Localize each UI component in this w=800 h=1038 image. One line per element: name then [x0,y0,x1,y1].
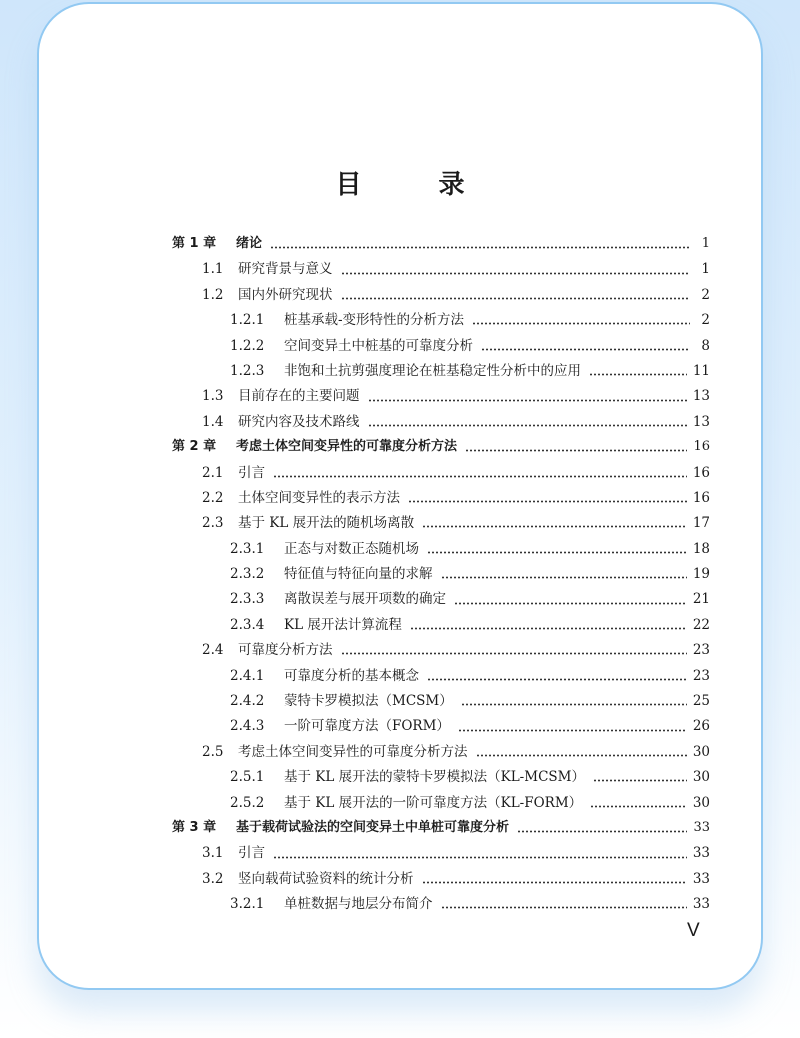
toc-subsection-entry[interactable] [172,765,710,790]
entry-title: 引言 [238,845,265,862]
entry-number: 第 2 章 [172,439,217,455]
entry-number: 3.1 [202,845,224,862]
entry-number: 1.2.2 [230,337,265,354]
entry-number: 第 3 章 [172,819,217,835]
entry-title: 空间变异土中桩基的可靠度分析 [284,337,473,354]
dot-leader [410,627,687,630]
entry-title: 单桩数据与地层分布简介 [284,896,433,913]
table-of-contents [172,232,710,918]
toc-subsection-entry[interactable] [172,791,710,816]
toc-section-entry[interactable] [172,740,710,765]
dot-leader [589,373,687,376]
entry-page-number: 33 [692,870,710,887]
toc-subsection-entry[interactable] [172,714,710,739]
entry-title: 目前存在的主要问题 [238,388,360,405]
toc-subsection-entry[interactable] [172,892,710,917]
entry-title: 考虑土体空间变异性的可靠度分析方法 [238,743,468,760]
toc-section-entry[interactable] [172,486,710,511]
toc-section-entry[interactable] [172,384,710,409]
entry-number: 2.4.2 [230,693,265,710]
entry-page-number: 16 [692,464,710,481]
page-folio: V [687,920,700,941]
entry-page-number: 13 [692,388,710,405]
dot-leader [341,272,691,275]
entry-title: 基于载荷试验法的空间变异土中单桩可靠度分析 [236,819,510,835]
entry-page-number: 30 [692,743,710,760]
toc-subsection-entry[interactable] [172,334,710,359]
entry-number: 3.2.1 [230,896,265,913]
entry-page-number: 23 [692,667,710,684]
dot-leader [517,830,687,833]
entry-number: 2.4.1 [230,667,265,684]
toc-chapter-entry[interactable] [172,232,710,257]
dot-leader [472,322,690,325]
entry-number: 2.5.1 [230,769,265,786]
entry-page-number: 19 [692,566,710,583]
entry-page-number: 16 [692,489,710,506]
entry-title: 基于 KL 展开法的一阶可靠度方法（KL-FORM） [284,794,583,811]
entry-page-number: 17 [692,515,710,532]
entry-page-number: 11 [692,362,710,379]
toc-section-entry[interactable] [172,410,710,435]
entry-number: 2.3.3 [230,591,265,608]
dot-leader [273,475,687,478]
entry-page-number: 25 [692,693,710,710]
toc-subsection-entry[interactable] [172,562,710,587]
entry-page-number: 33 [693,819,710,835]
entry-title: 非饱和土抗剪强度理论在桩基稳定性分析中的应用 [284,362,581,379]
entry-title: 基于 KL 展开法的随机场离散 [238,515,415,532]
toc-subsection-entry[interactable] [172,308,710,333]
entry-number: 1.3 [202,388,224,405]
entry-title: 离散误差与展开项数的确定 [284,591,446,608]
dot-leader [368,399,687,402]
entry-title: 桩基承载-变形特性的分析方法 [284,312,465,329]
dot-leader [341,652,687,655]
entry-number: 1.2.3 [230,362,265,379]
entry-number: 2.3.2 [230,566,265,583]
dot-leader [593,779,687,782]
entry-page-number: 21 [692,591,710,608]
entry-title: 研究背景与意义 [238,261,333,278]
entry-number: 2.2 [202,489,224,506]
toc-chapter-entry[interactable] [172,435,710,460]
entry-number: 3.2 [202,870,224,887]
dot-leader [427,678,687,681]
entry-page-number: 22 [692,616,710,633]
entry-page-number: 30 [692,794,710,811]
dot-leader [270,246,690,249]
entry-page-number: 30 [692,769,710,786]
entry-page-number: 13 [692,413,710,430]
entry-title: 竖向载荷试验资料的统计分析 [238,870,414,887]
entry-title: 基于 KL 展开法的蒙特卡罗模拟法（KL-MCSM） [284,769,585,786]
dot-leader [422,525,687,528]
toc-section-entry[interactable] [172,511,710,536]
entry-title: 研究内容及技术路线 [238,413,360,430]
entry-title: 绪论 [236,236,263,251]
entry-title: 土体空间变异性的表示方法 [238,489,400,506]
dot-leader [273,856,687,859]
entry-title: 国内外研究现状 [238,286,333,303]
entry-number: 第 1 章 [172,236,217,251]
page-title: 目 录 [335,170,499,200]
entry-number: 2.3 [202,515,224,532]
entry-page-number: 8 [701,337,710,354]
dot-leader [476,754,687,757]
entry-number: 2.1 [202,464,224,481]
toc-section-entry[interactable] [172,841,710,866]
entry-title: 特征值与特征向量的求解 [284,566,433,583]
toc-subsection-entry[interactable] [172,587,710,612]
toc-section-entry[interactable] [172,461,710,486]
page-card [37,2,763,990]
entry-page-number: 23 [692,642,710,659]
toc-section-entry[interactable] [172,257,710,282]
entry-number: 2.5 [202,743,224,760]
dot-leader [454,602,687,605]
entry-title: 蒙特卡罗模拟法（MCSM） [284,693,453,710]
entry-page-number: 1 [701,261,710,278]
entry-title: 引言 [238,464,265,481]
entry-number: 1.2 [202,286,224,303]
entry-page-number: 33 [692,845,710,862]
entry-number: 2.5.2 [230,794,265,811]
dot-leader [590,805,687,808]
toc-chapter-entry[interactable] [172,816,710,841]
dot-leader [441,906,687,909]
toc-subsection-entry[interactable] [172,613,710,638]
dot-leader [465,449,687,452]
toc-subsection-entry[interactable] [172,537,710,562]
entry-title: 正态与对数正态随机场 [284,540,419,557]
entry-title: 一阶可靠度方法（FORM） [284,718,450,735]
entry-title: KL 展开法计算流程 [284,616,402,633]
entry-number: 1.1 [202,261,224,278]
entry-title: 可靠度分析的基本概念 [284,667,419,684]
entry-number: 2.3.4 [230,616,265,633]
toc-subsection-entry[interactable] [172,664,710,689]
entry-page-number: 26 [692,718,710,735]
toc-subsection-entry[interactable] [172,689,710,714]
entry-page-number: 2 [701,286,710,303]
toc-section-entry[interactable] [172,283,710,308]
dot-leader [427,551,687,554]
entry-page-number: 2 [701,312,710,329]
entry-page-number: 33 [692,896,710,913]
entry-number: 2.3.1 [230,540,265,557]
entry-page-number: 16 [693,439,710,455]
entry-title: 可靠度分析方法 [238,642,333,659]
entry-number: 1.2.1 [230,312,265,329]
toc-section-entry[interactable] [172,638,710,663]
dot-leader [368,424,687,427]
dot-leader [408,500,687,503]
dot-leader [422,881,687,884]
dot-leader [441,576,687,579]
entry-page-number: 1 [701,236,710,251]
entry-number: 2.4.3 [230,718,265,735]
entry-page-number: 18 [692,540,710,557]
entry-number: 1.4 [202,413,224,430]
entry-number: 2.4 [202,642,224,659]
dot-leader [458,729,687,732]
toc-section-entry[interactable] [172,867,710,892]
dot-leader [481,348,690,351]
entry-title: 考虑土体空间变异性的可靠度分析方法 [236,439,458,455]
toc-subsection-entry[interactable] [172,359,710,384]
dot-leader [461,703,687,706]
dot-leader [341,297,691,300]
